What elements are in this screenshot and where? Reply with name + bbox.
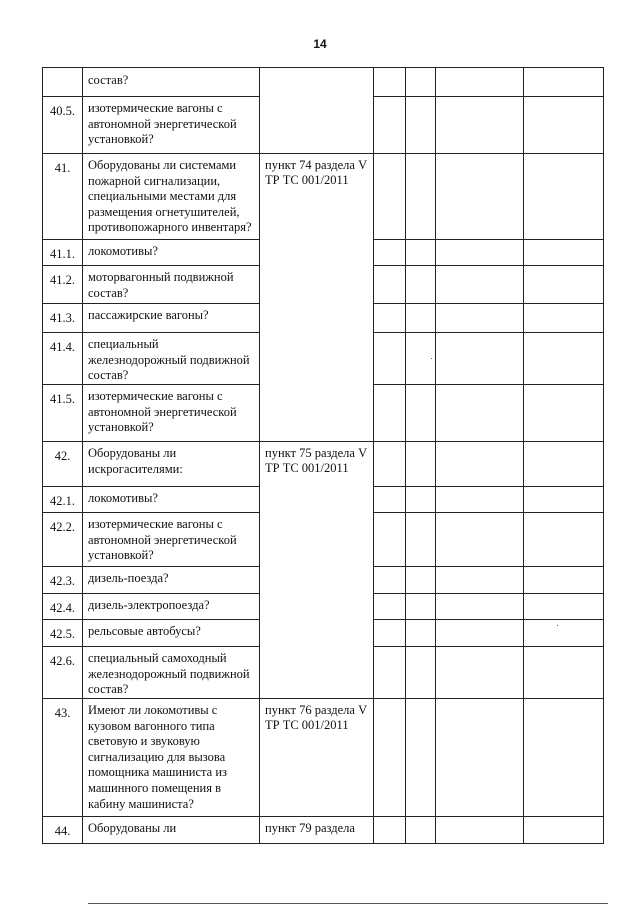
row-divider — [373, 646, 603, 647]
row-number: 41.2. — [50, 273, 75, 287]
row-divider — [259, 698, 373, 699]
question-text: пассажирские вагоны? — [88, 308, 209, 322]
question-text: изотермические вагоны с автономной энергетической установкой? — [88, 517, 237, 563]
row-divider — [43, 619, 259, 620]
row-divider — [373, 332, 603, 333]
row-number: 41.1. — [50, 247, 75, 261]
row-divider — [43, 486, 259, 487]
row-divider — [373, 566, 603, 567]
row-divider — [373, 619, 603, 620]
question-text: Имеют ли локомотивы с кузовом вагонного типа световую и звуковую сигнализацию для вызова помощника машиниста из машинного помещения в кабину машиниста? — [88, 703, 227, 811]
row-divider — [373, 265, 603, 266]
row-number: 42.6. — [50, 654, 75, 668]
question-text: рельсовые автобусы? — [88, 624, 201, 638]
row-divider — [373, 593, 603, 594]
question-text: дизель-поезда? — [88, 571, 169, 585]
scan-speck — [557, 625, 558, 626]
column-divider — [373, 68, 374, 843]
scan-speck — [431, 358, 432, 359]
row-divider — [259, 153, 373, 154]
row-divider — [373, 384, 603, 385]
row-number: 41.4. — [50, 340, 75, 354]
checklist-table — [42, 67, 604, 844]
row-divider — [43, 96, 259, 97]
column-divider — [523, 68, 524, 843]
row-number: 40.5. — [50, 104, 75, 118]
row-number: 42.5. — [50, 627, 75, 641]
row-divider — [373, 512, 603, 513]
row-divider — [373, 441, 603, 442]
question-text: изотермические вагоны с автономной энергетической установкой? — [88, 101, 237, 147]
row-divider — [43, 698, 259, 699]
row-number: 41. — [54, 161, 71, 175]
question-text: локомотивы? — [88, 244, 158, 258]
row-number: 42.1. — [50, 494, 75, 508]
question-text: специальный самоходный железнодорожный подвижной состав? — [88, 651, 250, 697]
row-divider — [43, 593, 259, 594]
page-number: 14 — [313, 37, 327, 51]
question-text: состав? — [88, 73, 129, 87]
row-divider — [259, 816, 373, 817]
row-divider — [373, 698, 603, 699]
question-text: изотермические вагоны с автономной энергетической установкой? — [88, 389, 237, 435]
row-divider — [373, 96, 603, 97]
row-divider — [373, 303, 603, 304]
column-divider — [259, 68, 260, 843]
row-number: 42.2. — [50, 520, 75, 534]
row-divider — [373, 486, 603, 487]
question-text: Оборудованы ли системами пожарной сигнализации, специальными местами для размещения огнетушителей, противопожарного инвентаря? — [88, 158, 252, 235]
question-text: моторвагонный подвижной состав? — [88, 270, 234, 300]
row-divider — [43, 512, 259, 513]
row-divider — [43, 816, 259, 817]
question-text: Оборудованы ли искрогасителями: — [88, 446, 183, 476]
row-divider — [373, 153, 603, 154]
row-number: 43. — [54, 706, 71, 720]
row-divider — [43, 646, 259, 647]
row-divider — [43, 332, 259, 333]
row-divider — [43, 265, 259, 266]
row-number: 42. — [54, 449, 71, 463]
row-number: 42.3. — [50, 574, 75, 588]
page-edge-line — [88, 903, 608, 904]
column-divider — [405, 68, 406, 843]
question-text: локомотивы? — [88, 491, 158, 505]
row-number: 42.4. — [50, 601, 75, 615]
column-divider — [435, 68, 436, 843]
row-divider — [373, 239, 603, 240]
row-divider — [43, 239, 259, 240]
reference-text: пункт 79 раздела — [265, 821, 355, 835]
row-divider — [43, 153, 259, 154]
reference-text: пункт 75 раздела V ТР ТС 001/2011 — [265, 446, 367, 475]
row-divider — [43, 303, 259, 304]
question-text: дизель-электропоезда? — [88, 598, 210, 612]
column-divider — [82, 68, 83, 843]
row-number: 41.3. — [50, 311, 75, 325]
reference-text: пункт 76 раздела V ТР ТС 001/2011 — [265, 703, 367, 732]
row-divider — [43, 384, 259, 385]
row-divider — [43, 566, 259, 567]
row-number: 41.5. — [50, 392, 75, 406]
row-divider — [373, 816, 603, 817]
row-divider — [43, 441, 259, 442]
question-text: специальный железнодорожный подвижной состав? — [88, 337, 250, 383]
row-number: 44. — [54, 824, 71, 838]
reference-text: пункт 74 раздела V ТР ТС 001/2011 — [265, 158, 367, 187]
row-divider — [259, 441, 373, 442]
question-text: Оборудованы ли — [88, 821, 177, 835]
